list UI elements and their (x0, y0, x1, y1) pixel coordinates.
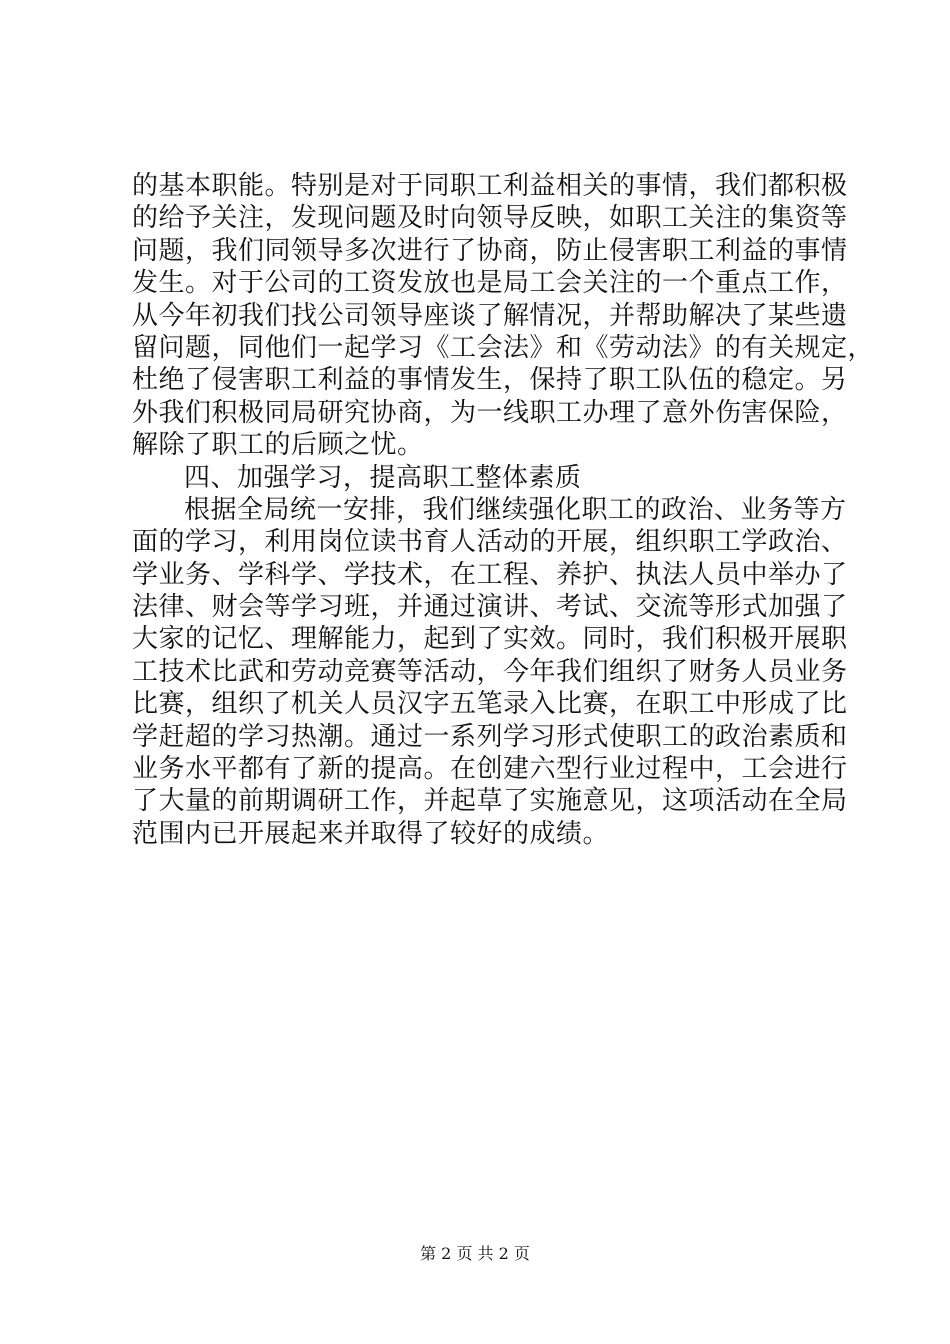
paragraph-line: 了大量的前期调研工作，并起草了实施意见，这项活动在全局 (132, 786, 848, 817)
paragraph-line: 留问题，同他们一起学习《工会法》和《劳动法》的有关规定， (132, 332, 875, 363)
paragraph-line: 比赛，组织了机关人员汉字五笔录入比赛，在职工中形成了比 (132, 689, 848, 720)
paragraph-line: 面的学习，利用岗位读书育人活动的开展，组织职工学政治、 (132, 527, 848, 558)
section-heading: 四、加强学习，提高职工整体素质 (184, 462, 582, 493)
paragraph-line: 范围内已开展起来并取得了较好的成绩。 (132, 818, 610, 849)
paragraph-line: 问题，我们同领导多次进行了协商，防止侵害职工利益的事情 (132, 235, 848, 266)
paragraph-line: 发生。对于公司的工资发放也是局工会关注的一个重点工作， (132, 268, 848, 299)
paragraph-line: 业务水平都有了新的提高。在创建六型行业过程中，工会进行 (132, 754, 848, 785)
paragraph-line: 学业务、学科学、学技术，在工程、养护、执法人员中举办了 (132, 559, 848, 590)
paragraph-line: 解除了职工的后顾之忧。 (132, 430, 424, 461)
paragraph-line: 的给予关注，发现问题及时向领导反映，如职工关注的集资等 (132, 203, 848, 234)
paragraph-line: 工技术比武和劳动竞赛等活动，今年我们组织了财务人员业务 (132, 656, 848, 687)
page-number-footer: 第 2 页 共 2 页 (420, 1244, 530, 1263)
paragraph-line: 外我们积极同局研究协商，为一线职工办理了意外伤害保险， (132, 397, 848, 428)
paragraph-line: 根据全局统一安排，我们继续强化职工的政治、业务等方 (184, 494, 847, 525)
paragraph-line: 杜绝了侵害职工利益的事情发生，保持了职工队伍的稳定。另 (132, 365, 848, 396)
paragraph-line: 学赶超的学习热潮。通过一系列学习形式使职工的政治素质和 (132, 721, 848, 752)
paragraph-line: 的基本职能。特别是对于同职工利益相关的事情，我们都积极 (132, 171, 848, 201)
paragraph-line: 从今年初我们找公司领导座谈了解情况，并帮助解决了某些遗 (132, 300, 848, 331)
paragraph-line: 法律、财会等学习班，并通过演讲、考试、交流等形式加强了 (132, 592, 848, 623)
document-body (132, 170, 875, 850)
paragraph-line: 大家的记忆、理解能力，起到了实效。同时，我们积极开展职 (132, 624, 848, 655)
